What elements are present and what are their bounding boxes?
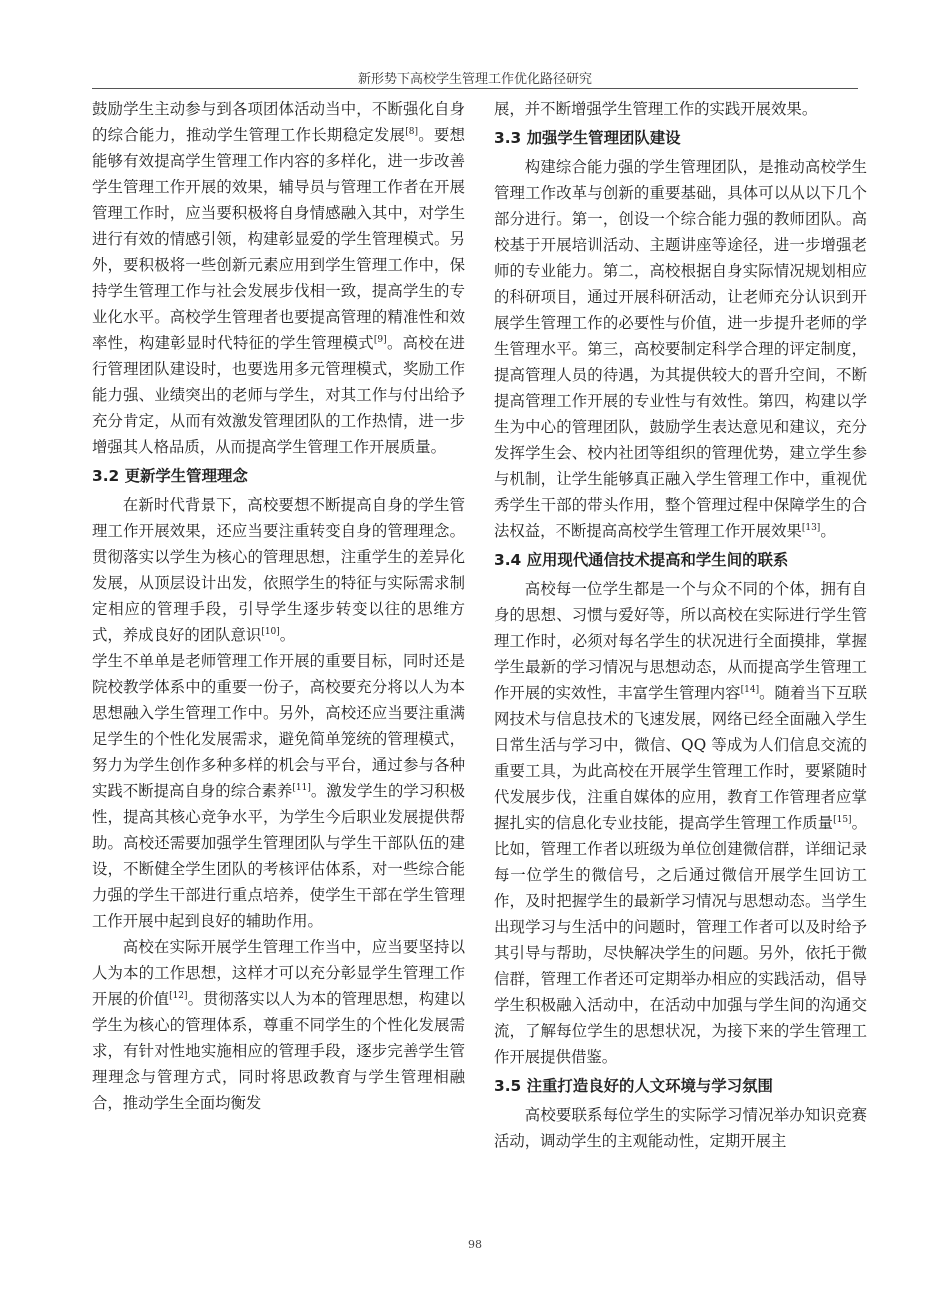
paragraph (92, 492, 465, 648)
section-heading-3-5: 3.5 注重打造良好的人文环境与学习氛围 (494, 1077, 773, 1095)
citation: [9] (373, 335, 387, 345)
paragraph-text: 。激发学生的学习积极性，提高其核心竞争水平，为学生今后职业发展提供帮助。高校还需要加强学生管理团队与学生干部队伍的建设，不断健全学生团队的考核评估体系，对一些综合能力强的学生干部进行重点培养，使学生干部在学生管理工作开展中起到良好的辅助作用。 (92, 782, 465, 930)
paragraph-text: 。随着当下互联网技术与信息技术的飞速发展，网络已经全面融入学生日常生活与学习中，微信、QQ 等成为人们信息交流的重要工具，为此高校在开展学生管理工作时，要紧随时代发展步伐，注重自媒体的应用，教育工作管理者应掌握扎实的信息化专业技能，提高学生管理工作质量 (494, 684, 867, 832)
paragraph (92, 934, 465, 1116)
citation: [13] (801, 523, 821, 533)
paragraph-text: 在新时代背景下，高校要想不断提高自身的学生管理工作开展效果，还应当要注重转变自身的管理理念。贯彻落实以学生为核心的管理思想，注重学生的差异化发展，从顶层设计出发，依照学生的特征与实际需求制定相应的管理手段，引导学生逐步转变以往的思维方式，养成良好的团队意识 (92, 496, 465, 644)
paragraph-text: 。贯彻落实以人为本的管理思想，构建以学生为核心的管理体系，尊重不同学生的个性化发展需求，有针对性地实施相应的管理手段，逐步完善学生管理理念与管理方式，同时将思政教育与学生管理相融合，推动学生全面均衡发 (92, 990, 465, 1112)
paragraph-text: 。高校在进行管理团队建设时，也要选用多元管理模式，奖励工作能力强、业绩突出的老师与学生，对其工作与付出给予充分肯定，从而有效激发管理团队的工作热情，进一步增强其人格品质，从而提高学生管理工作开展质量。 (92, 334, 465, 456)
paragraph (494, 576, 867, 1070)
paragraph: 高校要联系每位学生的实际学习情况举办知识竞赛活动，调动学生的主观能动性，定期开展主 (494, 1106, 867, 1150)
paragraph-text: 。 (279, 626, 296, 644)
citation: [11] (292, 783, 311, 793)
header-rule (92, 88, 858, 89)
paragraph-text: 高校在实际开展学生管理工作当中，应当要坚持以人为本的工作思想，这样才可以充分彰显学生管理工作开展的价值 (92, 938, 465, 1008)
paragraph-text: 学生不单单是老师管理工作开展的重要目标，同时还是院校教学体系中的重要一份子，高校要充分将以人为本思想融入学生管理工作中。另外，高校还应当要注重满足学生的个性化发展需求，避免简单笼统的管理模式，努力为学生创作多种多样的机会与平台，通过参与各种实践不断提高自身的综合素养 (92, 652, 465, 800)
section-heading-3-4: 3.4 应用现代通信技术提高和学生间的联系 (494, 551, 789, 569)
paragraph-text: 。 (820, 522, 836, 540)
left-column (92, 96, 465, 1116)
running-header: 新形势下高校学生管理工作优化路径研究 (357, 72, 592, 87)
citation: [8] (405, 127, 418, 137)
section-heading-3-3: 3.3 加强学生管理团队建设 (494, 129, 681, 147)
citation: [12] (169, 991, 188, 1001)
paragraph-text: 。比如，管理工作者以班级为单位创建微信群，详细记录每一位学生的微信号，之后通过微信开展学生回访工作，及时把握学生的最新学习情况与思想动态。当学生出现学习与生活中的问题时，管理工作者可以及时给予其引导与帮助，尽快解决学生的问题。另外，依托于微信群，管理工作者还可定期举办相应的实践活动，倡导学生积极融入活动中，在活动中加强与学生间的沟通交流，了解每位学生的思想状况，为接下来的学生管理工作开展提供借鉴。 (494, 814, 867, 1066)
paragraph-text: 高校每一位学生都是一个与众不同的个体，拥有自身的思想、习惯与爱好等，所以高校在实际进行学生管理工作时，必须对每名学生的状况进行全面摸排，掌握学生最新的学习情况与思想动态，从而提高学生管理工作开展的实效性，丰富学生管理内容 (494, 580, 867, 702)
right-column (494, 96, 867, 1154)
paragraph-text: 。要想能够有效提高学生管理工作内容的多样化，进一步改善学生管理工作开展的效果，辅导员与管理工作者在开展管理工作时，应当要积极将自身情感融入其中，对学生进行有效的情感引领，构建彰显爱的学生管理模式。另外，要积极将一些创新元素应用到学生管理工作中，保持学生管理工作与社会发展步伐相一致，提高学生的专业化水平。高校学生管理者也要提高管理的精准性和效率性，构建彰显时代特征的学生管理模式 (92, 126, 465, 352)
paragraph-text: 鼓励学生主动参与到各项团体活动当中，不断强化自身的综合能力，推动学生管理工作长期稳定发展 (92, 100, 465, 144)
paragraph (494, 154, 867, 544)
citation: [10] (261, 627, 280, 637)
page-number: 98 (468, 1238, 482, 1251)
paragraph (92, 96, 465, 460)
paragraph-text: 构建综合能力强的学生管理团队，是推动高校学生管理工作改革与创新的重要基础，具体可以从以下几个部分进行。第一，创设一个综合能力强的教师团队。高校基于开展培训活动、主题讲座等途径，进一步增强老师的专业能力。第二，高校根据自身实际情况规划相应的科研项目，通过开展科研活动，让老师充分认识到开展学生管理工作的必要性与价值，进一步提升老师的学生管理水平。第三，高校要制定科学合理的评定制度，提高管理人员的待遇，为其提供较大的晋升空间，不断提高管理工作开展的专业性与有效性。第四，构建以学生为中心的管理团队，鼓励学生表达意见和建议，充分发挥学生会、校内社团等组织的管理优势，建立学生参与机制，让学生能够真正融入学生管理工作中，重视优秀学生干部的带头作用，整个管理过程中保障学生的合法权益，不断提高高校学生管理工作开展效果 (494, 158, 867, 540)
section-heading-3-2: 3.2 更新学生管理理念 (92, 467, 248, 485)
citation: [15] (833, 815, 852, 825)
paragraph (92, 648, 465, 934)
paragraph: 展，并不断增强学生管理工作的实践开展效果。 (494, 100, 818, 118)
citation: [14] (740, 685, 760, 695)
